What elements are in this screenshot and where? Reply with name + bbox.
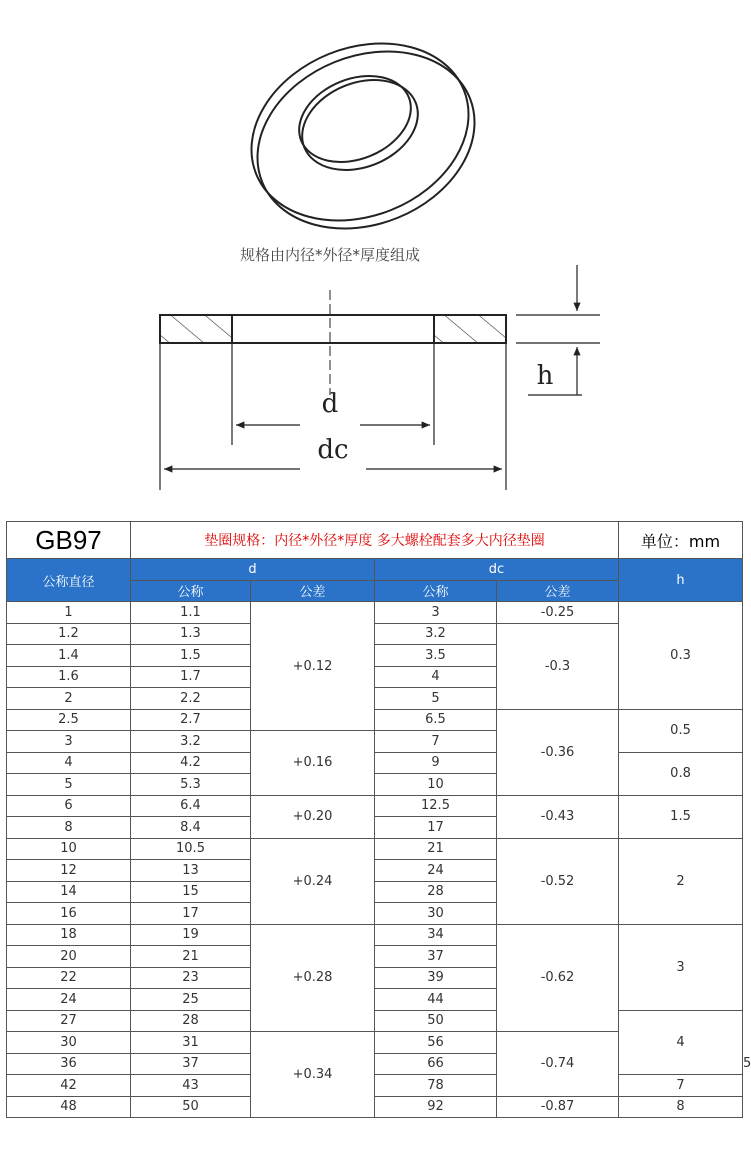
- dc-tolerance-cell: -0.62: [497, 924, 619, 1032]
- d-nominal-cell: 3.2: [131, 731, 251, 753]
- d-nominal-cell: 21: [131, 946, 251, 968]
- nominal-diameter-cell: 18: [7, 924, 131, 946]
- d-nominal-cell: 28: [131, 1010, 251, 1032]
- header-row-1: [7, 559, 743, 581]
- dc-tolerance-cell: -0.43: [497, 795, 619, 838]
- table-title-row: [7, 522, 743, 559]
- dc-label: dc: [317, 435, 349, 465]
- nominal-diameter-cell: 10: [7, 838, 131, 860]
- h-label: h: [536, 361, 554, 391]
- dc-tolerance-cell: -0.3: [497, 623, 619, 709]
- table-row: [7, 924, 743, 946]
- nominal-diameter-cell: 14: [7, 881, 131, 903]
- d-nominal-cell: 17: [131, 903, 251, 925]
- header-d-nominal: 公称: [131, 580, 251, 602]
- nominal-diameter-cell: 30: [7, 1032, 131, 1054]
- nominal-diameter-cell: 48: [7, 1096, 131, 1118]
- dc-nominal-cell: 6.5: [375, 709, 497, 731]
- header-d-tolerance: 公差: [251, 580, 375, 602]
- d-tolerance-cell: +0.12: [251, 602, 375, 731]
- dc-nominal-cell: 56: [375, 1032, 497, 1054]
- dc-nominal-cell: 21: [375, 838, 497, 860]
- h-cell: 4: [619, 1010, 743, 1075]
- h-cell: 3: [619, 924, 743, 1010]
- nominal-diameter-cell: 2.5: [7, 709, 131, 731]
- dc-nominal-cell: 28: [375, 881, 497, 903]
- table-row: 36 37 66 5: [7, 1053, 743, 1075]
- nominal-diameter-cell: 1: [7, 602, 131, 624]
- washer-drawing: [0, 0, 750, 520]
- table-row: [7, 838, 743, 860]
- dc-nominal-cell: 10: [375, 774, 497, 796]
- dc-nominal-cell: 5: [375, 688, 497, 710]
- h-dimension: [516, 265, 600, 395]
- d-nominal-cell: 37: [131, 1053, 251, 1075]
- spec-table: [6, 521, 751, 1118]
- header-d: d: [131, 559, 375, 581]
- standard-code: GB97: [7, 522, 131, 559]
- d-nominal-cell: 1.3: [131, 623, 251, 645]
- dc-nominal-cell: 4: [375, 666, 497, 688]
- dc-nominal-cell: 30: [375, 903, 497, 925]
- dc-tolerance-cell: -0.25: [497, 602, 619, 624]
- dc-nominal-cell: 7: [375, 731, 497, 753]
- d-tolerance-cell: +0.24: [251, 838, 375, 924]
- table-row: [7, 1096, 743, 1118]
- dc-nominal-cell: 12.5: [375, 795, 497, 817]
- nominal-diameter-cell: 4: [7, 752, 131, 774]
- header-dc: dc: [375, 559, 619, 581]
- table-row: [7, 709, 743, 731]
- dc-nominal-cell: 3: [375, 602, 497, 624]
- d-tolerance-cell: +0.28: [251, 924, 375, 1032]
- nominal-diameter-cell: 2: [7, 688, 131, 710]
- dc-nominal-cell: 39: [375, 967, 497, 989]
- nominal-diameter-cell: 12: [7, 860, 131, 882]
- nominal-diameter-cell: 27: [7, 1010, 131, 1032]
- spec-description: 垫圈规格：内径*外径*厚度 多大螺栓配套多大内径垫圈: [131, 522, 619, 559]
- header-h: h: [619, 559, 743, 602]
- dc-nominal-cell: 34: [375, 924, 497, 946]
- washer-sketch: [225, 12, 502, 260]
- dc-tolerance-cell: -0.74: [497, 1032, 619, 1097]
- h-cell: 0.8: [619, 752, 743, 795]
- d-tolerance-cell: +0.16: [251, 731, 375, 796]
- table-row: [7, 795, 743, 817]
- header-nominal-diameter: 公称直径: [7, 559, 131, 602]
- dc-nominal-cell: 50: [375, 1010, 497, 1032]
- drawing-caption: 规格由内径*外径*厚度组成: [239, 246, 421, 264]
- nominal-diameter-cell: 8: [7, 817, 131, 839]
- header-dc-tolerance: 公差: [497, 580, 619, 602]
- nominal-diameter-cell: 20: [7, 946, 131, 968]
- h-cell: 0.5: [619, 709, 743, 752]
- table-row: [7, 602, 743, 624]
- nominal-diameter-cell: 1.2: [7, 623, 131, 645]
- nominal-diameter-cell: 6: [7, 795, 131, 817]
- nominal-diameter-cell: 22: [7, 967, 131, 989]
- unit-label: 单位：mm: [619, 522, 743, 559]
- nominal-diameter-cell: 1.4: [7, 645, 131, 667]
- dc-nominal-cell: 3.5: [375, 645, 497, 667]
- header-dc-nominal: 公称: [375, 580, 497, 602]
- nominal-diameter-cell: 42: [7, 1075, 131, 1097]
- h-cell: 7: [619, 1075, 743, 1097]
- nominal-diameter-cell: 36: [7, 1053, 131, 1075]
- d-tolerance-cell: +0.20: [251, 795, 375, 838]
- dc-nominal-cell: 44: [375, 989, 497, 1011]
- dc-tolerance-cell: -0.52: [497, 838, 619, 924]
- d-nominal-cell: 25: [131, 989, 251, 1011]
- h-cell: 1.5: [619, 795, 743, 838]
- dc-nominal-cell: 37: [375, 946, 497, 968]
- dc-nominal-cell: 3.2: [375, 623, 497, 645]
- spec-table-body: [7, 602, 751, 1118]
- d-nominal-cell: 1.7: [131, 666, 251, 688]
- d-nominal-cell: 10.5: [131, 838, 251, 860]
- nominal-diameter-cell: 5: [7, 774, 131, 796]
- nominal-diameter-cell: 1.6: [7, 666, 131, 688]
- d-nominal-cell: 2.7: [131, 709, 251, 731]
- dc-nominal-cell: 78: [375, 1075, 497, 1097]
- dc-nominal-cell: 92: [375, 1096, 497, 1118]
- table-row: [7, 1010, 743, 1032]
- washer-cross-section: [160, 290, 506, 395]
- d-nominal-cell: 1.5: [131, 645, 251, 667]
- nominal-diameter-cell: 3: [7, 731, 131, 753]
- h-cell: 8: [619, 1096, 743, 1118]
- dc-tolerance-cell: -0.87: [497, 1096, 619, 1118]
- nominal-diameter-cell: 24: [7, 989, 131, 1011]
- d-label: d: [321, 389, 339, 419]
- nominal-diameter-cell: 16: [7, 903, 131, 925]
- d-nominal-cell: 23: [131, 967, 251, 989]
- d-nominal-cell: 8.4: [131, 817, 251, 839]
- dc-nominal-cell: 9: [375, 752, 497, 774]
- d-nominal-cell: 31: [131, 1032, 251, 1054]
- d-nominal-cell: 50: [131, 1096, 251, 1118]
- d-nominal-cell: 5.3: [131, 774, 251, 796]
- table-row: [7, 752, 743, 774]
- d-nominal-cell: 4.2: [131, 752, 251, 774]
- d-nominal-cell: 43: [131, 1075, 251, 1097]
- d-nominal-cell: 1.1: [131, 602, 251, 624]
- d-tolerance-cell: +0.34: [251, 1032, 375, 1118]
- table-row: [7, 1075, 743, 1097]
- h-cell: 0.3: [619, 602, 743, 710]
- dc-tolerance-cell: -0.36: [497, 709, 619, 795]
- dc-nominal-cell: 66: [375, 1053, 497, 1075]
- dc-nominal-cell: 24: [375, 860, 497, 882]
- d-nominal-cell: 6.4: [131, 795, 251, 817]
- d-nominal-cell: 13: [131, 860, 251, 882]
- dc-nominal-cell: 17: [375, 817, 497, 839]
- d-nominal-cell: 2.2: [131, 688, 251, 710]
- h-cell: 2: [619, 838, 743, 924]
- d-nominal-cell: 15: [131, 881, 251, 903]
- d-nominal-cell: 19: [131, 924, 251, 946]
